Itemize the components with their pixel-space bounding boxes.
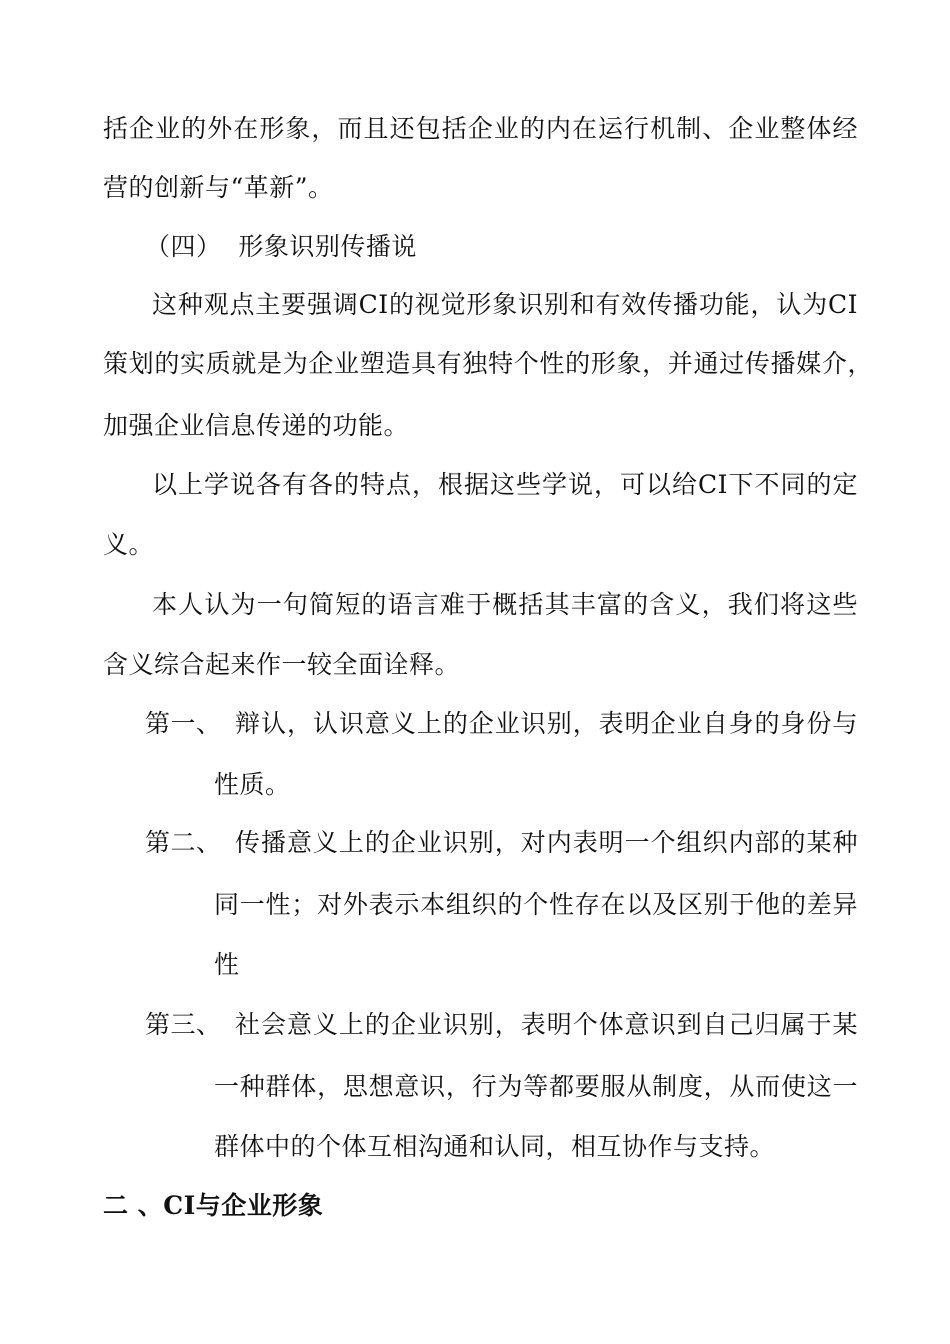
- text-line: 群体中的个体互相沟通和认同，相互协作与支持。: [214, 1132, 776, 1161]
- subheading: [145, 232, 417, 262]
- list-item-line: [214, 950, 240, 980]
- text-line: 社会意义上的企业识别，表明个体意识到自己归属于某: [235, 1010, 858, 1039]
- text-line: 传播意义上的企业识别，对内表明一个组织内部的某种: [235, 828, 858, 857]
- text-line: 营的创新与“革新”。: [103, 173, 334, 202]
- text-line: 加强企业信息传递的功能。: [103, 411, 410, 440]
- paragraph-line: [152, 290, 858, 320]
- list-item-line: [235, 709, 858, 739]
- list-item-line: [214, 770, 291, 800]
- text-line: 本人认为一句简短的语言难于概括其丰富的含义，我们将这些: [152, 590, 858, 619]
- text-line: 以上学说各有各的特点，根据这些学说，可以给CI下不同的定: [152, 470, 858, 499]
- item-label: 第二、: [145, 828, 222, 857]
- text-line: 一种群体，思想意识，行为等都要服从制度，从而使这一: [214, 1072, 858, 1101]
- paragraph-line: [103, 114, 858, 144]
- text-line: 同一性；对外表示本组织的个性存在以及区别于他的差异: [214, 890, 858, 919]
- text-line: 辩认，认识意义上的企业识别，表明企业自身的身份与: [235, 709, 858, 738]
- list-item-line: [235, 1010, 858, 1040]
- paragraph-line: [152, 470, 858, 500]
- list-item-line: [214, 890, 858, 920]
- list-item-label: [145, 709, 222, 739]
- paragraph-line: [103, 349, 873, 379]
- list-item-line: [214, 1132, 775, 1162]
- paragraph-line: [152, 590, 858, 620]
- list-item-line: [235, 828, 858, 858]
- paragraph-line: [103, 173, 334, 203]
- list-item-label: [145, 828, 222, 858]
- section-heading: [103, 1191, 323, 1221]
- text-line: 性质。: [214, 770, 291, 799]
- list-item-label: [145, 1010, 222, 1040]
- item-label: 第三、: [145, 1010, 222, 1039]
- text-line: 义。: [103, 530, 155, 559]
- paragraph-line: [103, 530, 154, 560]
- subheading-text: （四） 形象识别传播说: [145, 232, 417, 261]
- list-item-line: [214, 1072, 858, 1102]
- item-label: 第一、: [145, 709, 222, 738]
- text-line: 性: [214, 950, 240, 979]
- section-heading-text: 二 、CI与企业形象: [103, 1191, 324, 1220]
- text-line: 这种观点主要强调CI的视觉形象识别和有效传播功能，认为CI: [152, 290, 858, 319]
- text-line: 括企业的外在形象，而且还包括企业的内在运行机制、企业整体经: [103, 114, 858, 143]
- paragraph-line: [103, 411, 409, 441]
- paragraph-line: [103, 650, 460, 680]
- text-line: 含义综合起来作一较全面诠释。: [103, 650, 461, 679]
- text-line: 策划的实质就是为企业塑造具有独特个性的形象，并通过传播媒介，: [103, 349, 873, 378]
